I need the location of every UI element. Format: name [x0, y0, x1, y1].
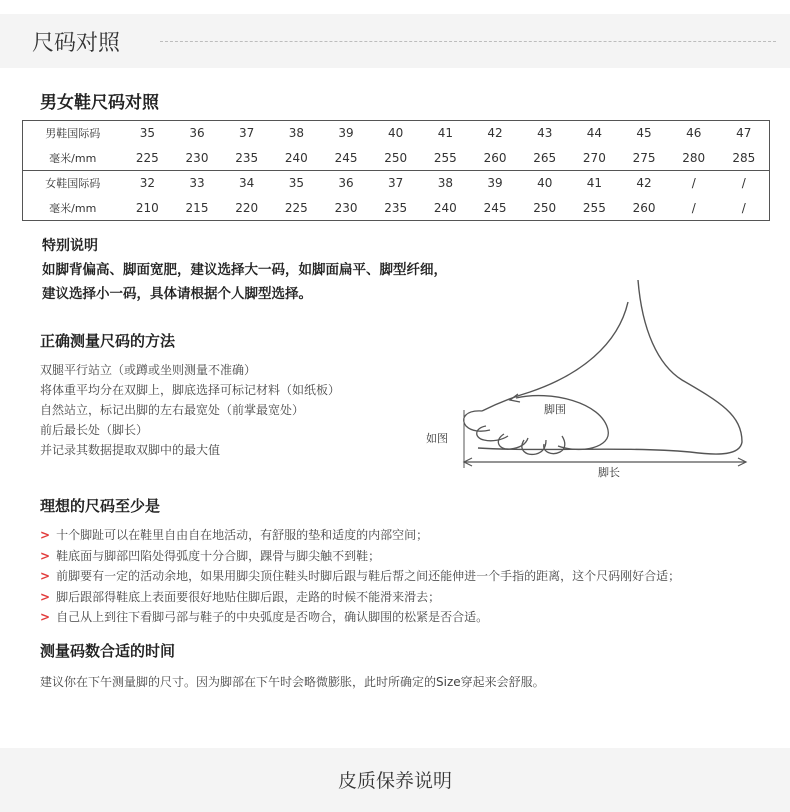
bullet-arrow-icon: > — [40, 548, 51, 563]
special-note-line-2: 建议选择小一码，具体请根据个人脚型选择。 — [42, 286, 312, 302]
method-list — [40, 360, 340, 460]
table-row-label: 毫米/mm — [23, 146, 123, 171]
ideal-item: > 前脚要有一定的活动余地，如果用脚尖顶住鞋头时脚后跟与鞋后帮之间还能伸进一个手指的距离，这个尺码刚好合适； — [40, 569, 681, 584]
length-label: 脚长 — [598, 466, 620, 479]
table-cell: 250 — [371, 146, 421, 171]
bullet-arrow-icon: > — [40, 528, 51, 542]
header-band — [0, 14, 790, 68]
method-title: 正确测量尺码的方法 — [40, 332, 176, 350]
table-cell: 285 — [719, 146, 770, 171]
table-cell: 240 — [421, 196, 471, 221]
size-chart-title: 男女鞋尺码对照 — [40, 93, 159, 113]
ideal-title: 理想的尺码至少是 — [40, 497, 161, 515]
table-cell: 43 — [537, 126, 553, 141]
table-cell: 47 — [736, 126, 752, 141]
table-row — [23, 196, 770, 221]
table-cell: 42 — [636, 176, 652, 191]
table-cell: 230 — [172, 146, 222, 171]
table-cell: 39 — [338, 126, 354, 141]
table-cell: 35 — [288, 176, 304, 191]
table-cell: / — [669, 196, 719, 221]
ideal-item: > 自己从上到往下看脚弓部与鞋子的中央弧度是否吻合，确认脚围的松紧是否合适。 — [40, 610, 489, 625]
table-row — [23, 171, 770, 196]
method-line: 双腿平行站立（或蹲或坐则测量不准确） — [40, 363, 257, 377]
table-cell: 38 — [288, 126, 304, 141]
table-cell: 255 — [421, 146, 471, 171]
ideal-item: > 脚后跟部得鞋底上表面要很好地贴住脚后跟，走路的时候不能滑来滑去； — [40, 589, 441, 604]
table-cell: 235 — [222, 146, 272, 171]
table-cell: 36 — [338, 176, 354, 191]
table-cell: 46 — [686, 126, 702, 141]
bullet-arrow-icon: > — [40, 589, 51, 604]
table-cell: 225 — [123, 146, 173, 171]
table-cell: / — [691, 176, 696, 191]
table-cell: 37 — [239, 126, 255, 141]
table-cell: / — [719, 196, 770, 221]
bullet-arrow-icon: > — [40, 610, 51, 625]
table-cell: 42 — [487, 126, 503, 141]
table-cell: 265 — [520, 146, 570, 171]
table-row-label: 男鞋国际码 — [45, 127, 101, 141]
table-cell: / — [741, 176, 746, 191]
timing-text: 建议你在下午测量脚的尺寸。因为脚部在下午时会略微膨胀，此时所确定的Size穿起来会舒服。 — [40, 675, 545, 689]
table-cell: 34 — [239, 176, 255, 191]
table-cell: 40 — [388, 126, 404, 141]
table-cell: 33 — [189, 176, 205, 191]
table-cell: 225 — [272, 196, 322, 221]
table-cell: 37 — [388, 176, 404, 191]
table-cell: 40 — [537, 176, 553, 191]
table-cell: 44 — [586, 126, 603, 141]
table-cell: 36 — [189, 126, 205, 141]
footer-title: 皮质保养说明 — [337, 770, 452, 792]
table-cell: 250 — [520, 196, 570, 221]
table-row-label: 女鞋国际码 — [45, 177, 101, 191]
table-cell: 39 — [487, 176, 503, 191]
foot-measure-illustration — [420, 270, 760, 480]
table-cell: 210 — [123, 196, 173, 221]
table-row — [23, 121, 770, 146]
table-cell: 215 — [172, 196, 222, 221]
as-shown-label: 如图 — [426, 432, 448, 445]
table-cell: 38 — [437, 176, 453, 191]
girth-label: 脚围 — [544, 403, 566, 416]
table-cell: 270 — [570, 146, 620, 171]
bullet-arrow-icon: > — [40, 569, 51, 584]
size-table — [22, 120, 770, 221]
ideal-item: > 鞋底面与脚部凹陷处得弧度十分合脚，踝骨与脚尖触不到鞋； — [40, 548, 381, 563]
table-cell: 220 — [222, 196, 272, 221]
table-row — [23, 146, 770, 171]
special-note-line-1: 如脚背偏高、脚面宽肥，建议选择大一码，如脚面扁平、脚型纤细， — [42, 262, 447, 278]
timing-title: 测量码数合适的时间 — [40, 642, 176, 660]
special-note-title: 特别说明 — [42, 238, 98, 254]
table-cell: 280 — [669, 146, 719, 171]
table-cell: 260 — [619, 196, 669, 221]
method-line: 并记录其数据提取双脚中的最大值 — [40, 443, 221, 457]
table-row-label: 毫米/mm — [23, 196, 123, 221]
method-line: 将体重平均分在双脚上，脚底选择可标记材料（如纸板） — [40, 383, 341, 397]
table-cell: 255 — [570, 196, 620, 221]
method-line: 前后最长处（脚长） — [40, 423, 149, 437]
header-title: 尺码对照 — [32, 31, 121, 56]
table-cell: 275 — [619, 146, 669, 171]
table-cell: 230 — [321, 196, 371, 221]
table-cell: 260 — [470, 146, 520, 171]
table-cell: 41 — [437, 126, 453, 141]
footer-band — [0, 748, 790, 812]
table-cell: 35 — [139, 126, 155, 141]
table-cell: 41 — [586, 176, 603, 191]
table-cell: 235 — [371, 196, 421, 221]
table-cell: 45 — [636, 126, 652, 141]
table-cell: 32 — [139, 176, 155, 191]
table-cell: 240 — [272, 146, 322, 171]
header-dotted-divider — [160, 41, 776, 42]
table-cell: 245 — [470, 196, 520, 221]
ideal-item: > 十个脚趾可以在鞋里自由自在地活动，有舒服的垫和适度的内部空间； — [40, 528, 429, 542]
ideal-list — [40, 525, 680, 628]
table-cell: 245 — [321, 146, 371, 171]
method-line: 自然站立，标记出脚的左右最宽处（前掌最宽处） — [40, 403, 305, 417]
